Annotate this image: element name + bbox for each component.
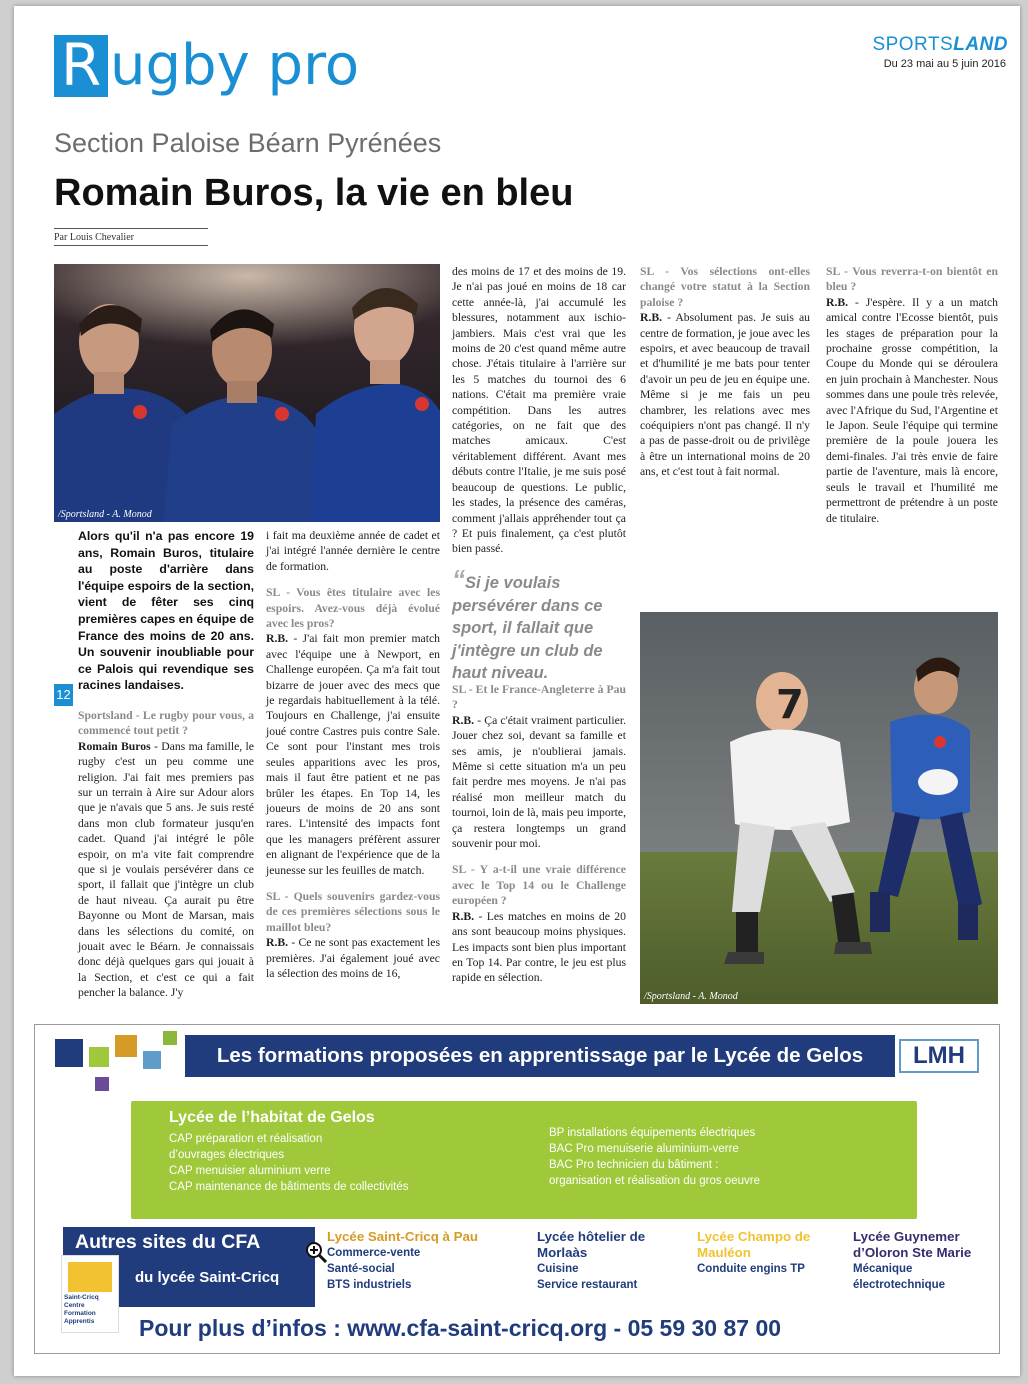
team-photo-illustration — [54, 264, 440, 522]
answer-3 — [266, 935, 440, 981]
article-column-5 — [826, 264, 998, 526]
question-3: SL - Quels souvenirs gardez-vous de ces premières sélections sous le maillot bleu? — [266, 889, 440, 934]
question-5: SL - Y a-t-il une vraie différence avec le Top 14 ou le Challenge européen ? — [452, 863, 626, 908]
lmh-logo: LMH — [899, 1039, 979, 1073]
section-logo-text: ugby pro — [110, 33, 360, 98]
article-headline: Romain Buros, la vie en bleu — [54, 172, 574, 214]
gelos-list-right — [549, 1125, 760, 1189]
article-column-1 — [78, 528, 254, 1001]
answer-2-text: - J'ai fait mon premier match avec l'équipe une à Newport, en Challenge européen. Ça m'a fait tout bizarre de jouer avec des mecs que je regardais habituellement à la télé. Toujours en Challenge, j'ai ensuite joué contre Castres puis contre Sale. Ce sont pour l'instant mes trois seules apparitions avec les pros, mais il faut être patient et ne pas brûler les étapes. En Top 14, les joueurs de moins de 20 ans sont rares. L'intensité des impacts font que les managers préfèrent assurer en alignant de l'expérience que de la jeunesse sur les feuilles de match. — [266, 632, 440, 877]
question-2: SL - Vous êtes titulaire avec les espoirs. Avez-vous déjà évolué avec les pros? — [266, 586, 440, 631]
ad-banner: Les formations proposées en apprentissage par le Lycée de Gelos — [185, 1035, 895, 1077]
course-item: CAP menuisier aluminium verre — [169, 1165, 331, 1177]
course-item: BAC Pro menuiserie aluminium-verre — [549, 1143, 739, 1155]
course-item: BP installations équipements électriques — [549, 1127, 756, 1139]
site-name: Lycée Champo de Mauléon — [697, 1229, 811, 1260]
jersey-number: 7 — [776, 682, 804, 728]
answer-3-text-part2: des moins de 17 et des moins de 19. Je n'ai pas joué en moins de 18 car cette année-là, j'ai accumulé les blessures, notamment aux ischio-jambiers. Mais c'est vrai que les moins de 20 c'est quand même autre chose. J'étais titulaire à l'arrière sur les 5 matches du tournoi des 6 nations. C'était ma première vraie compétition. Dans les autres catégories, on ne fait que des matches amicaux. C'est véritablement différent. Avant mes débuts contre l'Italie, je me suis posé beaucoup de questions. Le public, les stades, la présence des caméras, comment j'allais appréhender tout ça ? Et puis finalement, ça c'est plutôt bien passé. — [452, 265, 626, 556]
logo-shape — [68, 1262, 112, 1292]
question-7: SL - Vous reverra-t-on bientôt en bleu ? — [826, 265, 998, 294]
decor-square — [163, 1031, 177, 1045]
answer-6-text: - Absolument pas. Je suis au centre de formation, je joue avec les espoirs, et avec beaucoup de travail et d'humilité je me bats pour tenter d'avoir un peu de jeu en équipe une. Même si je me fais un peu chambrer, les relations avec mes coéquipiers n'ont pas changé. Il n'y a pas de passe-droit ou de privilège à être un international moins de 20 ans, et c'est tout à fait normal. — [640, 311, 810, 479]
match-photo-credit: /Sportsland - A. Monod — [644, 991, 738, 1002]
article-kicker: Section Paloise Béarn Pyrénées — [54, 128, 442, 158]
answer-2 — [266, 631, 440, 878]
cfa-title: Autres sites du CFA — [75, 1231, 261, 1253]
gelos-panel-title: Lycée de l’habitat de Gelos — [169, 1109, 375, 1126]
answer-6 — [640, 310, 810, 479]
site-morlaas — [537, 1229, 677, 1293]
article-column-2 — [266, 528, 440, 981]
logo-line: Apprentis — [64, 1318, 95, 1325]
decor-square — [55, 1039, 83, 1067]
byline-rule-bottom — [54, 245, 208, 246]
answer-5-text: - Les matches en moins de 20 ans sont beaucoup moins physiques. Les impacts sont bien plus important en Top 14. Par contre, le jeu est plus rapide en sélection. — [452, 909, 626, 985]
decor-square — [115, 1035, 137, 1057]
course-item: CAP préparation et réalisation — [169, 1133, 323, 1145]
answer-4-speaker: R.B. — [452, 713, 475, 727]
advertisement — [34, 1024, 1000, 1354]
answer-1-speaker: Romain Buros — [78, 739, 151, 753]
site-saint-cricq — [327, 1229, 517, 1293]
answer-1-text-part1: - Dans ma famille, le rugby c'est un peu comme une religion. J'ai fait mes premiers pas sur un terrain à Aire sur Adour alors que je n'avais que 5 ans. Je suis resté dans mon club formateur jusqu'en cadet. Quand j'ai intégré le pôle espoir, on m'a vite fait comprendre que si je voulais persévérer dans ce sport, il fallait que j'intègre un club de haut niveau. Ça aurait pu être Bayonne ou Mont de Marsan, mais dans les sélections du comité, on jouait avec le Béarn. Je connaissais donc déjà quelques gars qui jouait à la Section, et c'est ce qui a fait pencher la balance. J'y — [78, 739, 254, 1000]
site-name: Lycée Guynemer d’Oloron Ste Marie — [853, 1229, 972, 1260]
site-course: Cuisine — [537, 1263, 579, 1275]
article-lead: Alors qu'il n'a pas encore 19 ans, Romain Buros, titulaire au poste d'arrière dans l'équipe espoirs de la section, vient de fêter ses cinq premières capes en équipe de France des moins de 20 ans. Un souvenir inoubliable pour ce Palois qui revendique ses racines landaises. — [78, 529, 254, 693]
article-column-3-lower — [452, 682, 626, 986]
byline-rule-top — [54, 228, 208, 229]
decor-square — [95, 1077, 109, 1091]
issue-date: Du 23 mai au 5 juin 2016 — [883, 58, 1006, 70]
logo-caption — [64, 1294, 99, 1326]
answer-7 — [826, 295, 998, 526]
site-course: Santé-social — [327, 1263, 395, 1275]
cfa-subtitle: du lycée Saint-Cricq — [135, 1269, 280, 1286]
logo-line: Formation — [64, 1310, 96, 1317]
course-item: CAP maintenance de bâtiments de collectivités — [169, 1181, 409, 1193]
decor-square — [143, 1051, 161, 1069]
answer-3-speaker: R.B. — [266, 936, 289, 950]
site-name: Lycée hôtelier de Morlaàs — [537, 1229, 646, 1260]
answer-6-speaker: R.B. — [640, 311, 663, 325]
site-course: Mécanique — [853, 1263, 913, 1275]
site-name: Lycée Saint-Cricq à Pau — [327, 1229, 478, 1244]
team-photo-credit: /Sportsland - A. Monod — [58, 509, 152, 520]
question-4: SL - Et le France-Angleterre à Pau ? — [452, 683, 626, 712]
site-mauleon — [697, 1229, 837, 1277]
quote-mark-icon: “ — [452, 564, 465, 594]
byline: Par Louis Chevalier — [54, 232, 134, 243]
course-item: d’ouvrages électriques — [169, 1149, 285, 1161]
team-photo — [54, 264, 440, 522]
section-logo — [54, 31, 360, 99]
logo-line: Saint-Cricq — [64, 1294, 99, 1301]
answer-1-text-part2: i fait ma deuxième année de cadet et j'ai intégré l'année dernière le centre de formation. — [266, 529, 440, 573]
contact-info[interactable]: Pour plus d’infos : www.cfa-saint-cricq.org - 05 59 30 87 00 — [139, 1315, 782, 1341]
saint-cricq-logo — [61, 1255, 119, 1333]
publication-logo-land: LAND — [953, 34, 1008, 55]
site-course: Conduite engins TP — [697, 1263, 805, 1275]
site-course: électrotechnique — [853, 1279, 946, 1291]
page-number: 12 — [54, 684, 73, 706]
publication-logo — [872, 34, 1008, 56]
answer-5 — [452, 909, 626, 986]
match-photo-illustration — [640, 612, 998, 1004]
logo-line: Centre — [64, 1302, 85, 1309]
answer-3-text-part1: - Ce ne sont pas exactement les premières. J'ai également joué avec la sélection des moins de 16, — [266, 936, 440, 980]
answer-5-speaker: R.B. — [452, 909, 475, 923]
pull-quote — [452, 564, 624, 685]
publication-logo-sports: SPORTS — [872, 34, 954, 55]
site-course: Service restaurant — [537, 1279, 638, 1291]
match-photo — [640, 612, 998, 1004]
zoom-in-icon[interactable] — [305, 1241, 327, 1263]
course-item: BAC Pro technicien du bâtiment : — [549, 1159, 719, 1171]
magazine-page — [14, 6, 1020, 1376]
answer-4 — [452, 713, 626, 852]
answer-4-text: - Ça c'était vraiment particulier. Jouer chez soi, devant sa famille et ses amis, je n'oublierai jamais. Même si cette situation m'a un peu fait perdre mes moyens. Je n'ai pas réalisé mon meilleur match du tournoi, loin de là, mais peu importe, ça restera longtemps un grand souvenir pour moi. — [452, 713, 626, 851]
answer-7-text: - J'espère. Il y a un match amical contre l'Ecosse bientôt, puis les stages de préparation pour la prochaine grosse compétition, la Coupe du Monde qui se déroulera en juin prochain à Manchester. Nous sommes dans une poule très relevée, avec l'Afrique du Sud, l'Argentine et le Japon. Seule l'équipe qui termine première de la poule jouera les demi-finales. J'ai très envie de faire partie de l'aventure, mais là encore, seuls le travail et l'humilité me permettront de prétendre à un poste de titulaire. — [826, 295, 998, 525]
gelos-panel — [131, 1101, 917, 1219]
site-course: Commerce-vente — [327, 1247, 421, 1259]
course-item: organisation et réalisation du gros oeuvre — [549, 1175, 760, 1187]
site-oloron — [853, 1229, 999, 1293]
decor-square — [89, 1047, 109, 1067]
article-column-3 — [452, 264, 626, 557]
question-1: Sportsland - Le rugby pour vous, a commencé tout petit ? — [78, 708, 254, 738]
answer-1 — [78, 739, 254, 1001]
answer-7-speaker: R.B. — [826, 295, 849, 309]
answer-2-speaker: R.B. — [266, 632, 289, 646]
site-course: BTS industriels — [327, 1279, 412, 1291]
pull-quote-text: Si je voulais persévérer dans ce sport, il fallait que j'intègre un club de haut niveau. — [452, 574, 603, 682]
gelos-list-left — [169, 1131, 409, 1195]
question-6: SL - Vos sélections ont-elles changé votre statut à la Section paloise ? — [640, 265, 810, 309]
section-logo-letter: R — [54, 35, 108, 97]
article-column-4 — [640, 264, 810, 480]
